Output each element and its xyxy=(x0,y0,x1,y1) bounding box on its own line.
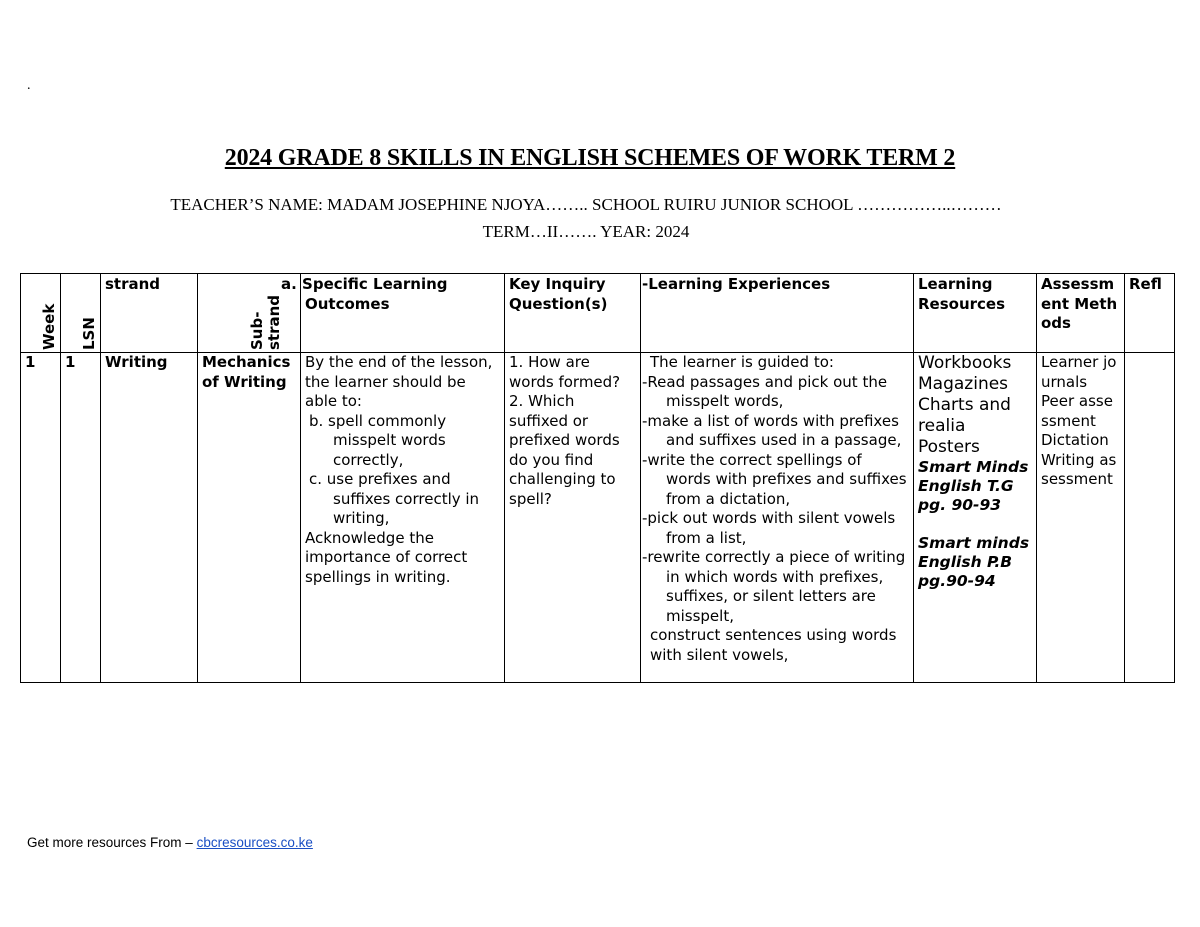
assessment-item: Peer assessment xyxy=(1041,392,1113,430)
cell-week: 1 xyxy=(21,353,61,683)
table-row xyxy=(21,353,1175,683)
outcomes-intro: By the end of the lesson, the learner should be able to: xyxy=(305,353,493,410)
cell-experiences xyxy=(641,353,914,683)
experience-item: -Read passages and pick out the misspelt words, xyxy=(642,372,888,410)
teacher-school-line: TEACHER’S NAME: MADAM JOSEPHINE NJOYA…….. SCHOOL RUIRU JUNIOR SCHOOL ……………..……… xyxy=(170,195,1002,214)
term-year-line: TERM…II……. YEAR: 2024 xyxy=(482,222,690,241)
page-dot: . xyxy=(27,78,31,93)
experience-item: -write the correct spellings of words with prefixes and suffixes from a dictation, xyxy=(642,450,907,508)
assessment-item: Learner journals xyxy=(1041,353,1117,391)
header-reflection: Refl xyxy=(1125,274,1175,353)
inquiry-question-1: 1. How are words formed? xyxy=(509,353,621,391)
header-lsn xyxy=(61,274,101,353)
header-assessment: Assessment Methods xyxy=(1037,274,1125,353)
footer-link[interactable]: cbcresources.co.ke xyxy=(196,835,313,850)
resource-item: Posters xyxy=(918,437,980,457)
assessment-item: Writing assessment xyxy=(1041,450,1117,488)
table-header-row xyxy=(21,274,1175,353)
cell-lsn: 1 xyxy=(61,353,101,683)
header-week xyxy=(21,274,61,353)
assessment-item: Dictation xyxy=(1041,431,1109,449)
experience-item: -pick out words with silent vowels from a list, xyxy=(642,509,896,547)
resource-item: Charts and realia xyxy=(918,395,1011,436)
outcome-b: b. spell commonly misspelt words correctly, xyxy=(309,411,447,469)
experiences-intro: The learner is guided to: xyxy=(650,353,834,371)
page-title: 2024 GRADE 8 SKILLS IN ENGLISH SCHEMES OF WORK TERM 2 xyxy=(224,145,956,171)
cell-inquiry xyxy=(505,353,641,683)
header-inquiry: Key Inquiry Question(s) xyxy=(505,274,641,353)
header-strand: strand xyxy=(101,274,198,353)
header-sub-strand-label: Sub-strand xyxy=(248,294,283,350)
resource-item: Smart Minds English T.G pg. 90-93 xyxy=(918,458,1029,514)
resource-item: Smart minds English P.B pg.90-94 xyxy=(918,534,1030,590)
scheme-of-work-table xyxy=(20,273,1175,683)
header-lsn-label: LSN xyxy=(79,317,98,350)
cell-resources xyxy=(914,353,1037,683)
header-experiences: -Learning Experiences xyxy=(641,274,914,353)
outcome-c: c. use prefixes and suffixes correctly in writing, xyxy=(309,470,480,527)
experience-item: -make a list of words with prefixes and suffixes used in a passage, xyxy=(642,411,902,449)
header-week-label: Week xyxy=(39,303,58,350)
resource-item: Magazines xyxy=(918,374,1009,394)
experience-item: construct sentences using words with silent vowels, xyxy=(650,626,897,664)
footer-text: Get more resources From – xyxy=(27,835,197,850)
outcomes-end: Acknowledge the importance of correct spellings in writing. xyxy=(305,528,468,586)
header-resources: Learning Resources xyxy=(914,274,1037,353)
cell-reflection xyxy=(1125,353,1175,683)
experience-item: -rewrite correctly a piece of writing in which words with prefixes, suffixes, or silent letters are misspelt, xyxy=(642,548,906,625)
cell-sub-strand: Mechanics of Writing xyxy=(198,353,301,683)
cell-outcomes xyxy=(301,353,505,683)
resource-item: Workbooks xyxy=(918,353,1012,373)
cell-assessment xyxy=(1037,353,1125,683)
footer xyxy=(27,835,313,850)
header-sub-strand xyxy=(198,274,301,353)
header-outcomes: a. Specific Learning Outcomes xyxy=(301,274,505,353)
inquiry-question-2: 2. Which suffixed or prefixed words do you find challenging to spell? xyxy=(509,392,620,508)
cell-strand: Writing xyxy=(101,353,198,683)
